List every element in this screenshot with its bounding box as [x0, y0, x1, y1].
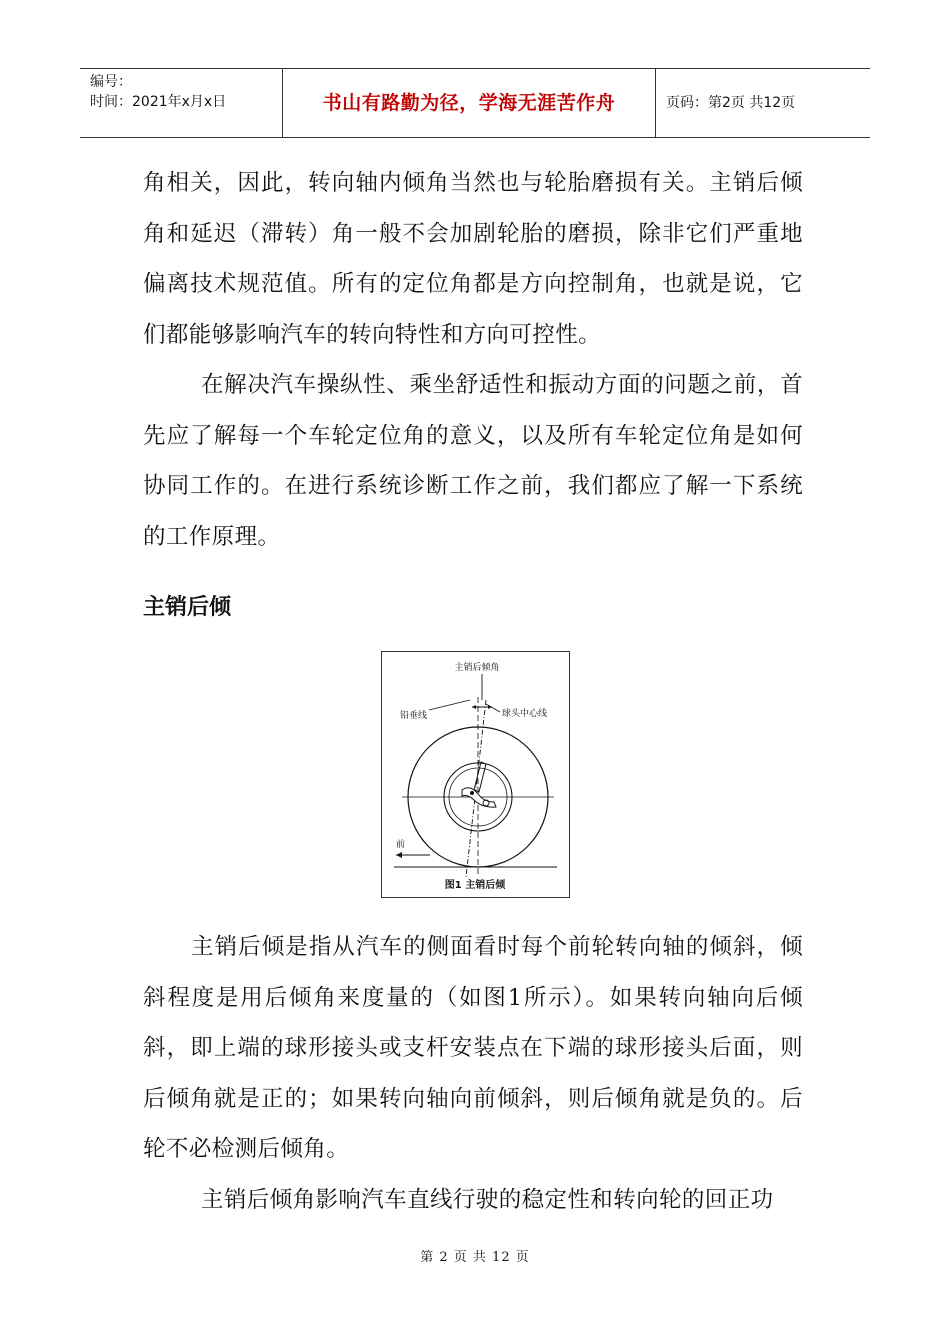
figure-caption: 图1 主销后倾	[444, 880, 506, 891]
caster-angle-label: 主销后倾角	[454, 663, 500, 673]
page-header	[80, 68, 870, 138]
section-heading: 主销后倾	[143, 595, 232, 620]
time-label: 时间：2021年x月x日	[90, 94, 227, 110]
caster-figure	[381, 651, 570, 898]
ball-joint-centerline-label: 球头中心线	[502, 709, 548, 719]
header-page-info: 页码：第2页 共12页	[666, 95, 796, 111]
header-left-cell	[80, 69, 280, 137]
paragraph-1: 角相关，因此，转向轴内倾角当然也与轮胎磨损有关。主销后倾角和延迟（滞转）角一般不会加剧轮胎的磨损，除非它们严重地偏离技术规范值。所有的定位角都是方向控制角，也就是说，它们都能够影响汽车的转向特性和方向可控性。	[143, 170, 803, 348]
header-motto-cell	[282, 69, 656, 137]
paragraph-4: 主销后倾角影响汽车直线行驶的稳定性和转向轮的回正功	[201, 1187, 774, 1213]
header-motto: 书山有路勤为径，学海无涯苦作舟	[322, 92, 616, 114]
front-label: 前	[396, 840, 406, 850]
plumb-line-label: 铅垂线	[400, 711, 428, 721]
paragraph-3: 主销后倾是指从汽车的侧面看时每个前轮转向轴的倾斜，倾斜程度是用后倾角来度量的（如图1所示）。如果转向轴向后倾斜，即上端的球形接头或支杆安装点在下端的球形接头后面，则后倾角就是正的；如果转向轴向前倾斜，则后倾角就是负的。后轮不必检测后倾角。	[143, 934, 803, 1162]
page-footer: 第 2 页 共 12 页	[420, 1250, 530, 1265]
paragraph-2: 在解决汽车操纵性、乘坐舒适性和振动方面的问题之前，首先应了解每一个车轮定位角的意义，以及所有车轮定位角是如何协同工作的。在进行系统诊断工作之前，我们都应了解一下系统的工作原理。	[143, 372, 803, 550]
caster-diagram	[382, 652, 569, 897]
serial-label: 编号：	[90, 74, 132, 90]
header-page-cell	[656, 69, 870, 137]
